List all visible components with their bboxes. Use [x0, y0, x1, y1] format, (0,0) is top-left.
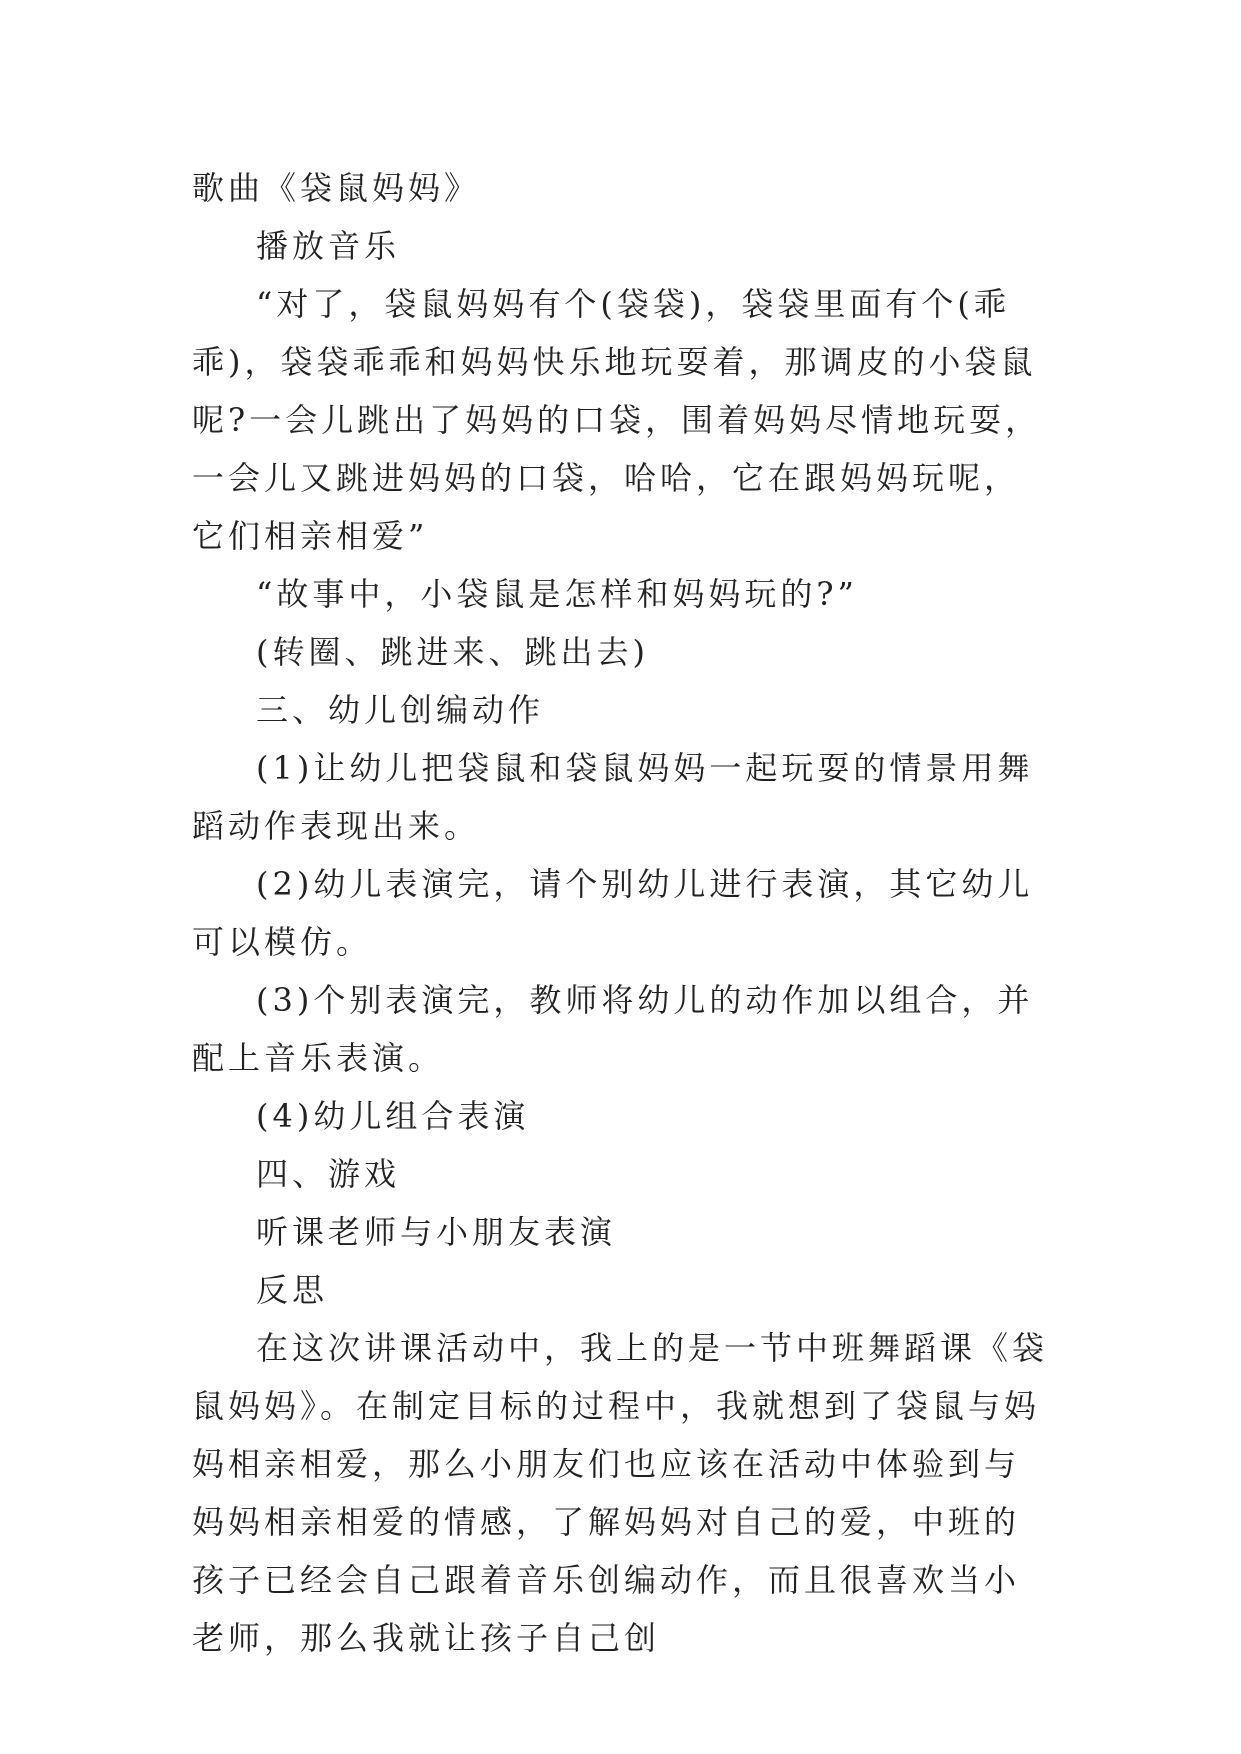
reflection-heading: 反思: [256, 1271, 329, 1309]
paragraph-story-question: “故事中，小袋鼠是怎样和妈妈玩的?”: [256, 575, 858, 613]
list-item-4: (4)幼儿组合表演: [256, 1097, 530, 1135]
paragraph-play-music: 播放音乐: [256, 227, 401, 265]
paragraph-reflection: 在这次讲课活动中，我上的是一节中班舞蹈课《袋鼠妈妈》。在制定目标的过程中，我就想到了袋鼠与妈妈相亲相爱，那么小朋友们也应该在活动中体验到与妈妈相亲相爱的情感，了解妈妈对自己的爱，中班的孩子已经会自己跟着音乐创编动作，而且很喜欢当小老师，那么我就让孩子自己创: [192, 1329, 1049, 1657]
paragraph-answer: (转圈、跳进来、跳出去): [256, 633, 649, 671]
list-item-1: (1)让幼儿把袋鼠和袋鼠妈妈一起玩耍的情景用舞蹈动作表现出来。: [192, 749, 1034, 845]
document-body: [192, 159, 1052, 1667]
song-title-line: 歌曲《袋鼠妈妈》: [192, 169, 481, 207]
paragraph-game: 听课老师与小朋友表演: [256, 1213, 617, 1251]
section-heading-3: 三、幼儿创编动作: [256, 691, 545, 729]
list-item-3: (3)个别表演完，教师将幼儿的动作加以组合，并配上音乐表演。: [192, 981, 1034, 1077]
paragraph-story-dialogue: “对了，袋鼠妈妈有个(袋袋)，袋袋里面有个(乖乖)，袋袋乖乖和妈妈快乐地玩耍着，那调皮的小袋鼠呢?一会儿跳出了妈妈的口袋，围着妈妈尽情地玩耍，一会儿又跳进妈妈的口袋，哈哈，它在跟妈妈玩呢，它们相亲相爱”: [192, 285, 1042, 555]
section-heading-4: 四、游戏: [256, 1155, 401, 1193]
list-item-2: (2)幼儿表演完，请个别幼儿进行表演，其它幼儿可以模仿。: [192, 865, 1034, 961]
